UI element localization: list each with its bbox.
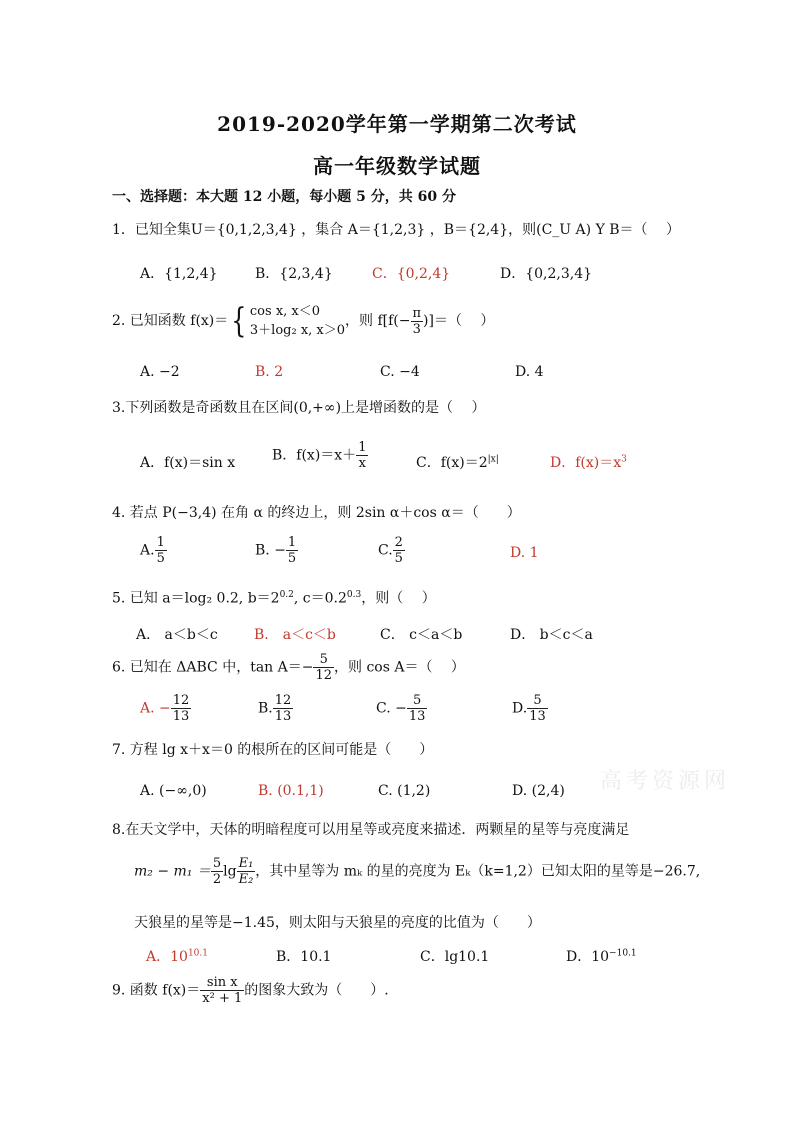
- q8-d-text: D．10: [566, 949, 610, 965]
- q4-b-num: 1: [287, 535, 297, 550]
- q1-option-c[interactable]: C．{0,2,4}: [372, 266, 451, 282]
- q6-num: 5: [313, 652, 334, 668]
- question-5: [112, 585, 436, 609]
- q9-num: sin x: [200, 975, 244, 991]
- q6-a-den: 13: [172, 709, 190, 724]
- question-2: [112, 302, 494, 340]
- q6-b-fraction: [273, 693, 294, 724]
- q3-option-d[interactable]: [550, 452, 627, 472]
- q8-a-text: A．10: [146, 949, 188, 965]
- brace-icon: {: [231, 301, 247, 341]
- q6-a-num: 12: [172, 693, 190, 708]
- exam-subtitle: 高一年级数学试题: [313, 154, 481, 178]
- q8-d-sup: −10.1: [609, 948, 637, 959]
- q7-option-b[interactable]: B. (0.1,1): [258, 783, 324, 799]
- q9-den: x² + 1: [202, 991, 243, 1006]
- q4-c-num: 2: [394, 535, 403, 550]
- q8-option-b[interactable]: B．10.1: [276, 949, 332, 965]
- q6-fraction: [313, 652, 334, 683]
- question-8-line-1: 8.在天文学中，天体的明暗程度可以用星等或亮度来描述．两颗星的星等与亮度满足: [112, 822, 630, 838]
- q6-c-fraction: [407, 693, 428, 724]
- q2-fraction: [411, 306, 424, 337]
- q4-a-pre: A.: [140, 542, 155, 559]
- q4-option-d[interactable]: D. 1: [510, 545, 539, 561]
- q6-b-pre: B.: [258, 700, 273, 717]
- q6-d-den: 13: [529, 709, 546, 724]
- q6-d-pre: D.: [512, 700, 528, 717]
- question-8-line-3: 天狼星的星等是−1.45，则太阳与天狼星的亮度的比值为（ ）: [134, 915, 541, 931]
- q8-eq-den: 2: [212, 872, 222, 887]
- q2-mid: ，则 f[f(−: [345, 313, 411, 329]
- q9-pre: 9. 函数 f(x)＝: [112, 982, 201, 999]
- q5-mid: , c＝0.2: [293, 590, 347, 607]
- q6-b-num: 12: [274, 693, 292, 708]
- q3-option-b[interactable]: [272, 440, 368, 471]
- q3-b-pre: B．f(x)＝x＋: [272, 447, 357, 464]
- q5-option-d[interactable]: D． b＜c＜a: [510, 627, 593, 643]
- q6-d-num: 5: [527, 693, 548, 709]
- q9-fraction: [200, 975, 244, 1006]
- q5-b-sup: 0.2: [279, 590, 294, 600]
- q4-b-pre: B. −: [255, 542, 286, 559]
- question-4: 4. 若点 P(−3,4) 在角 α 的终边上，则 2sin α＋cos α＝（ ）: [112, 505, 521, 521]
- q7-option-c[interactable]: C. (1,2): [378, 783, 431, 799]
- q8-a-sup: 10.1: [187, 948, 208, 959]
- q8-eq-fraction: [211, 856, 223, 887]
- question-8-line-2: [134, 856, 700, 887]
- q8-eq-num: 5: [212, 856, 222, 871]
- question-1: 1．已知全集U＝{0,1,2,3,4} ，集合 A＝{1,2,3} ，B＝{2,4}，则(C_U A) Y B＝（ ）: [112, 222, 680, 238]
- question-6: [112, 652, 465, 683]
- question-3: 3.下列函数是奇函数且在区间(0,+∞)上是增函数的是（ ）: [112, 400, 486, 416]
- q2-option-d[interactable]: D. 4: [515, 364, 544, 380]
- q3-d-sup: 3: [621, 454, 627, 465]
- q4-a-num: 1: [156, 535, 165, 550]
- q4-b-fraction: [286, 535, 298, 566]
- q6-b-den: 13: [274, 709, 292, 724]
- q6-c-pre: C. −: [376, 700, 407, 717]
- q6-c-num: 5: [407, 693, 428, 709]
- q3-b-den: x: [358, 456, 366, 471]
- q6-option-c[interactable]: [376, 693, 427, 724]
- q2-suffix: )]＝（ ）: [423, 313, 495, 329]
- q3-option-a[interactable]: A．f(x)＝sin x: [140, 455, 236, 471]
- q2-prefix: 2. 已知函数 f(x)＝: [112, 313, 229, 329]
- q3-b-fraction: [356, 440, 368, 471]
- q8-option-c[interactable]: C．lg10.1: [420, 949, 490, 965]
- q8-eq-fraction-2: [237, 856, 256, 887]
- q5-suffix: ，则（ ）: [361, 590, 436, 607]
- q6-c-den: 13: [408, 709, 426, 724]
- question-7: 7. 方程 lg x＋x＝0 的根所在的区间可能是（ ）: [112, 742, 434, 758]
- q2-case-2: 3＋log₂ x, x＞0: [249, 323, 346, 338]
- q5-c-sup: 0.3: [346, 590, 362, 600]
- q8-line2-rest: ，其中星等为 mₖ 的星的亮度为 Eₖ（k=1,2）已知太阳的星等是−26.7,: [255, 863, 701, 880]
- q4-option-a[interactable]: [140, 535, 167, 566]
- q2-option-a[interactable]: A. −2: [140, 364, 180, 380]
- q6-option-a[interactable]: [140, 693, 191, 724]
- q1-option-a[interactable]: A．{1,2,4}: [140, 266, 218, 282]
- q3-c-sup: |x|: [487, 454, 499, 465]
- q7-option-d[interactable]: D. (2,4): [512, 783, 565, 799]
- q4-a-den: 5: [156, 551, 165, 566]
- q6-option-b[interactable]: [258, 693, 293, 724]
- q5-option-a[interactable]: A． a＜b＜c: [136, 627, 218, 643]
- q5-option-c[interactable]: C． c＜a＜b: [380, 627, 463, 643]
- q8-eq-num-2: E₁: [238, 856, 254, 871]
- q4-a-fraction: [155, 535, 167, 566]
- q3-c-text: C．f(x)＝2: [416, 455, 488, 471]
- q2-option-c[interactable]: C. −4: [380, 364, 420, 380]
- q4-c-pre: C.: [378, 542, 393, 559]
- question-9: [112, 975, 389, 1006]
- q4-c-fraction: [393, 535, 405, 566]
- q3-d-text: D．f(x)＝x: [550, 455, 622, 471]
- exam-title: 2019-2020学年第一学期第二次考试: [217, 112, 577, 136]
- section-header: 一、选择题：本大题 12 小题，每小题 5 分，共 60 分: [112, 189, 456, 205]
- q4-b-den: 5: [287, 551, 297, 566]
- q6-suffix: ，则 cos A＝（ ）: [334, 659, 465, 676]
- q8-eq-den-2: E₂: [238, 872, 254, 887]
- q8-eq-lg: lg: [223, 863, 237, 880]
- q7-option-a[interactable]: A. (−∞,0): [140, 783, 207, 799]
- q6-option-d[interactable]: [512, 693, 548, 724]
- q8-option-d[interactable]: [566, 946, 637, 966]
- q6-d-fraction: [527, 693, 548, 724]
- q3-option-c[interactable]: [416, 452, 499, 472]
- q6-a-pre: A. −: [140, 700, 171, 717]
- q3-b-num: 1: [358, 440, 367, 455]
- watermark-text: 高考资源网: [600, 769, 731, 794]
- q6-pre: 6. 已知在 ΔABC 中，tan A＝−: [112, 659, 314, 676]
- q1-option-b[interactable]: B．{2,3,4}: [255, 266, 333, 282]
- q2-cases: [250, 302, 345, 340]
- q8-eq-pre: m₂ − m₁ ＝: [134, 863, 211, 880]
- q2-frac-den: 3: [412, 321, 421, 337]
- q5-text: 5. 已知 a＝log₂ 0.2, b＝2: [112, 590, 280, 607]
- q9-suffix: 的图象大致为（ ）.: [244, 982, 389, 999]
- q6-a-fraction: [171, 693, 192, 724]
- q5-option-b[interactable]: B． a＜c＜b: [254, 627, 336, 643]
- q4-option-c[interactable]: [378, 535, 405, 566]
- q1-option-d[interactable]: D．{0,2,3,4}: [500, 266, 593, 282]
- q8-option-a[interactable]: [146, 946, 208, 966]
- q4-option-b[interactable]: [255, 535, 298, 566]
- q2-frac-num: π: [412, 305, 422, 321]
- q2-option-b[interactable]: B. 2: [255, 364, 284, 380]
- q2-case-1: cos x, x＜0: [249, 304, 321, 319]
- q4-c-den: 5: [394, 551, 403, 566]
- q6-den: 12: [315, 668, 333, 683]
